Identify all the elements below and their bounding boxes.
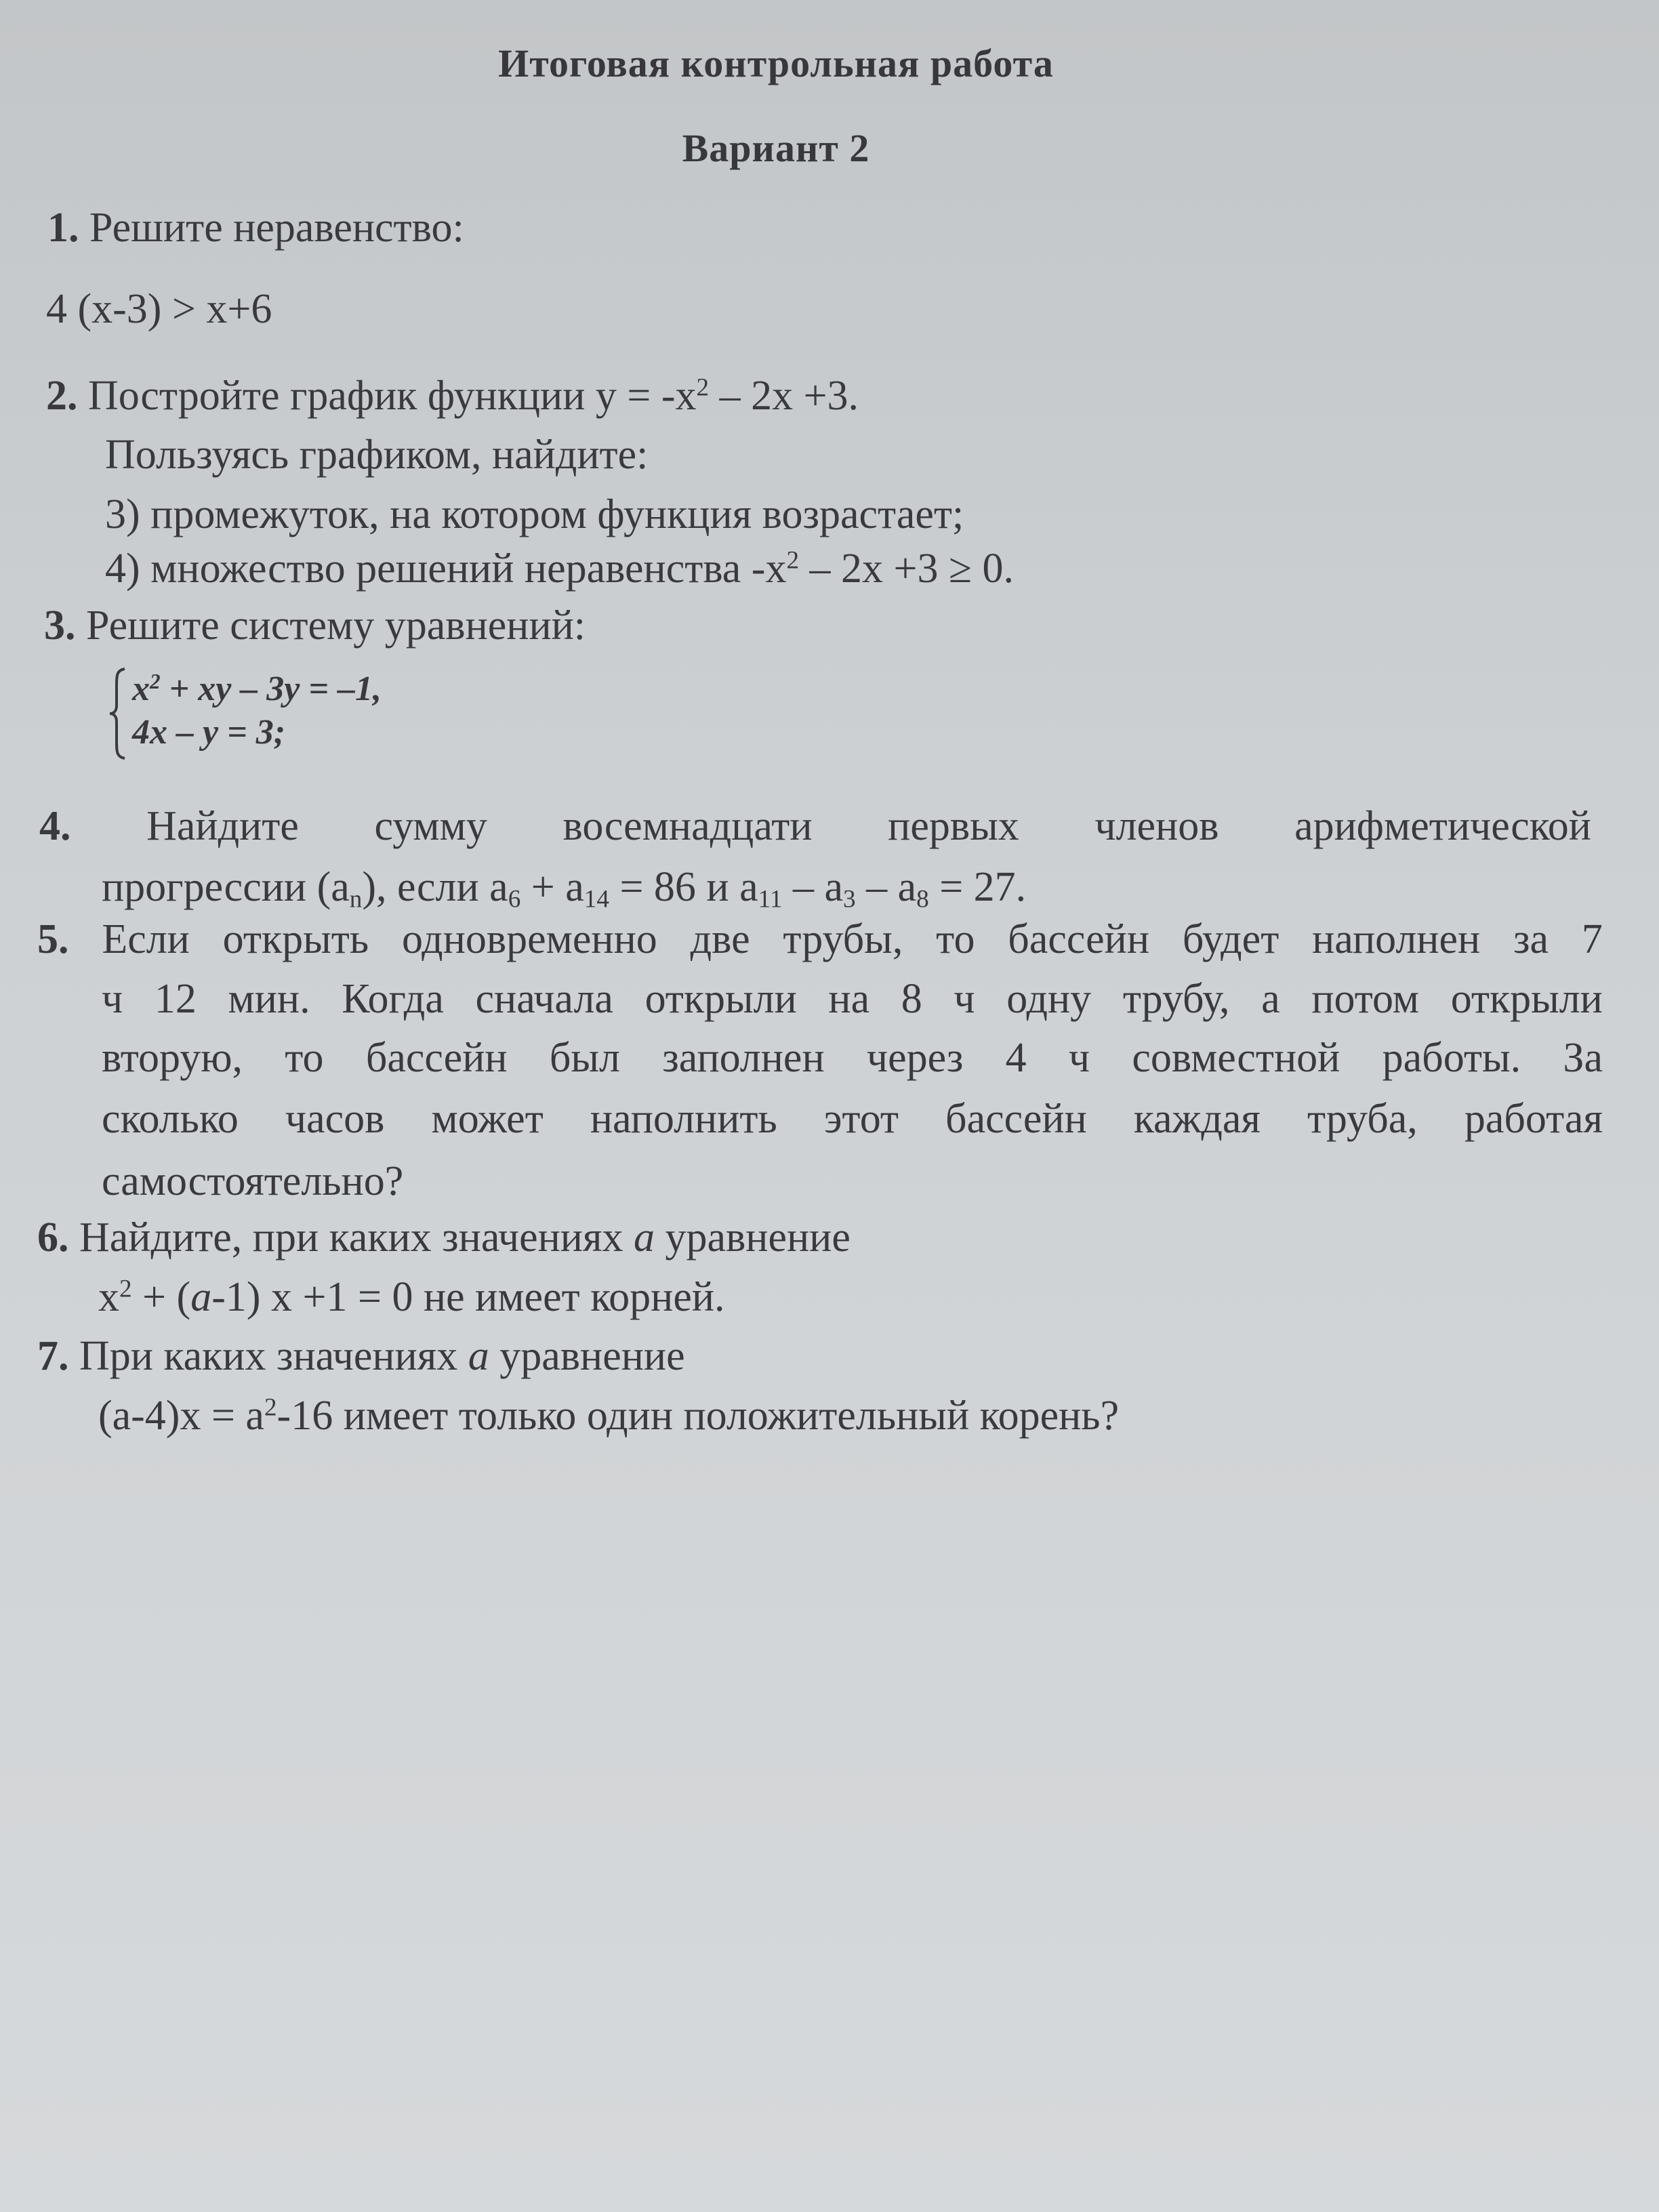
t7-exponent: 2	[264, 1393, 277, 1422]
t5-word: две	[690, 916, 750, 962]
eq1-part-a: x	[132, 670, 150, 708]
task-7-heading	[37, 1335, 685, 1377]
eq1-exponent: 2	[150, 669, 161, 693]
task-2-number: 2.	[46, 373, 78, 419]
task-5-line-2	[102, 978, 1603, 1020]
task-1-number: 1.	[47, 205, 79, 251]
t5-word: ч	[1068, 1035, 1090, 1081]
t5-word: бассейн	[1008, 916, 1150, 962]
t4-text: прогрессии (a	[102, 864, 350, 910]
task-4-word: арифметической	[1294, 803, 1591, 849]
task-2-item-3-text: промежуток, на котором функция возрастает;	[150, 491, 964, 537]
task-2-item-3-number: 3)	[105, 491, 140, 537]
t5-word: сначала	[475, 976, 613, 1022]
task-1-expression: 4 (x-3) > x+6	[46, 286, 272, 332]
t5-word: совместной	[1132, 1035, 1340, 1081]
t5-word: трубу,	[1122, 976, 1230, 1022]
task-1-text: Решите неравенство:	[89, 205, 464, 251]
t5-word: наполнить	[590, 1096, 777, 1142]
task-4-line-1	[39, 805, 1591, 847]
t5-word: Если	[102, 916, 190, 962]
task-3-number: 3.	[44, 602, 76, 649]
task-6-equation	[98, 1276, 725, 1318]
task-4-line-2	[102, 864, 1027, 914]
t7-eq-b: -16 имеет только один положительный корень?	[276, 1393, 1120, 1439]
t5-word: За	[1563, 1035, 1603, 1081]
t6-eq-b: + (	[131, 1274, 191, 1320]
task-4-word: членов	[1094, 803, 1219, 849]
task-4-word: Найдите	[146, 803, 299, 849]
t6-eq-c: -1) x +1 = 0 не имеет корней.	[211, 1274, 725, 1320]
task-2-item-4-number: 4)	[105, 546, 140, 592]
t4-sub: 3	[842, 885, 856, 914]
t4-text: – a	[782, 864, 843, 910]
t5-word: за	[1513, 916, 1549, 962]
task-4-word: восемнадцати	[562, 803, 813, 849]
t5-word: может	[431, 1096, 544, 1142]
task-5-line-1	[37, 918, 1603, 960]
t5-word: ч	[954, 976, 975, 1022]
task-2-item-3	[105, 493, 964, 535]
t4-sub: 14	[583, 885, 609, 914]
system-equation-1	[112, 668, 382, 711]
task-2-intro: Пользуясь графиком, найдите:	[105, 432, 649, 478]
t6-eq-variable: a	[190, 1274, 212, 1320]
eq1-part-b: + xy – 3y = –1,	[160, 670, 382, 708]
t5-word: открыть	[222, 916, 369, 962]
t5-word: наполнен	[1312, 916, 1481, 962]
t6-exponent: 2	[119, 1275, 132, 1303]
task-7-text-b: уравнение	[489, 1333, 685, 1379]
t5-word: 4	[1005, 1035, 1027, 1081]
t5-word: то	[285, 1035, 324, 1081]
task-4-number: 4.	[39, 803, 71, 849]
t4-sub: 6	[508, 885, 521, 914]
task-6-variable: a	[633, 1214, 655, 1261]
task-2-text-b: – 2x +3.	[709, 373, 859, 419]
system-equation-2: 4x – y = 3;	[132, 713, 286, 752]
t5-word: Когда	[342, 976, 444, 1022]
t5-word: будет	[1182, 916, 1279, 962]
t5-word: одновременно	[401, 916, 657, 962]
t5-word: ч	[102, 976, 123, 1022]
t4-text: = 86 и a	[609, 864, 758, 910]
t5-word: работая	[1464, 1096, 1603, 1142]
task-3-text: Решите систему уравнений:	[86, 602, 586, 649]
t4-sub: 11	[758, 885, 783, 914]
t7-eq-a: (a-4)x = a	[98, 1393, 264, 1439]
task-7-variable: a	[468, 1333, 489, 1379]
t5-word: бассейн	[365, 1035, 508, 1081]
t5-word: потом	[1311, 976, 1420, 1022]
t5-word: одну	[1006, 976, 1092, 1022]
t4-sub: 8	[916, 885, 929, 914]
t5-word: на	[828, 976, 870, 1022]
t5-word: вторую,	[102, 1035, 243, 1081]
t5-word: 7	[1581, 916, 1603, 962]
t5-word: этот	[823, 1096, 899, 1142]
equation-system	[112, 668, 382, 754]
task-5-number: 5.	[37, 916, 69, 962]
t5-word: 12	[154, 976, 197, 1022]
task-1-heading	[47, 207, 464, 249]
task-7-number: 7.	[37, 1333, 69, 1379]
task-7-equation	[98, 1395, 1119, 1437]
task-2-item-4-text-a: множество решений неравенства -x	[150, 546, 787, 592]
t5-word: труба,	[1307, 1096, 1418, 1142]
t5-word: через	[866, 1035, 964, 1081]
t4-text: = 27.	[928, 864, 1027, 910]
t4-sub: n	[349, 885, 363, 914]
t5-word: а	[1261, 976, 1280, 1022]
task-6-heading	[37, 1214, 851, 1261]
task-6-number: 6.	[37, 1214, 69, 1261]
t5-word: открыли	[1450, 976, 1603, 1022]
task-4-word: первых	[888, 803, 1019, 849]
task-7-text-a: При каких значениях	[79, 1333, 468, 1379]
task-5-line-5: самостоятельно?	[102, 1158, 404, 1204]
t5-word: открыли	[644, 976, 797, 1022]
task-2-heading	[46, 375, 859, 417]
task-2-item-4-exponent: 2	[786, 546, 800, 575]
t5-word: заполнен	[662, 1035, 825, 1081]
task-2-text-a: Постройте график функции y = -x	[88, 373, 697, 419]
t4-text: ), если a	[362, 864, 508, 910]
t5-word: бассейн	[945, 1096, 1087, 1142]
t5-word: то	[936, 916, 975, 962]
task-6-text-a: Найдите, при каких значениях	[79, 1214, 634, 1261]
t5-word: трубы,	[783, 916, 903, 962]
task-3-heading	[44, 602, 586, 649]
t5-word: часов	[285, 1096, 385, 1142]
task-4-word: сумму	[374, 803, 487, 849]
t5-word: работы.	[1382, 1035, 1521, 1081]
t5-word: сколько	[102, 1096, 239, 1142]
t4-text: + a	[520, 864, 584, 910]
task-5-line-4	[102, 1098, 1603, 1140]
t4-text: – a	[855, 864, 917, 910]
task-2-item-4	[105, 548, 1014, 590]
task-6-text-b: уравнение	[654, 1214, 851, 1261]
variant-label: Вариант 2	[682, 126, 870, 170]
t5-word: каждая	[1133, 1096, 1261, 1142]
t5-word: был	[549, 1035, 620, 1081]
t5-word: 8	[901, 976, 922, 1022]
t5-word: мин.	[228, 976, 310, 1022]
task-5-line-3	[102, 1037, 1603, 1079]
worksheet-title: Итоговая контрольная работа	[498, 41, 1054, 85]
task-2-exponent: 2	[696, 373, 710, 402]
t6-eq-a: x	[98, 1274, 119, 1320]
task-2-item-4-text-b: – 2x +3 ≥ 0.	[799, 546, 1015, 592]
